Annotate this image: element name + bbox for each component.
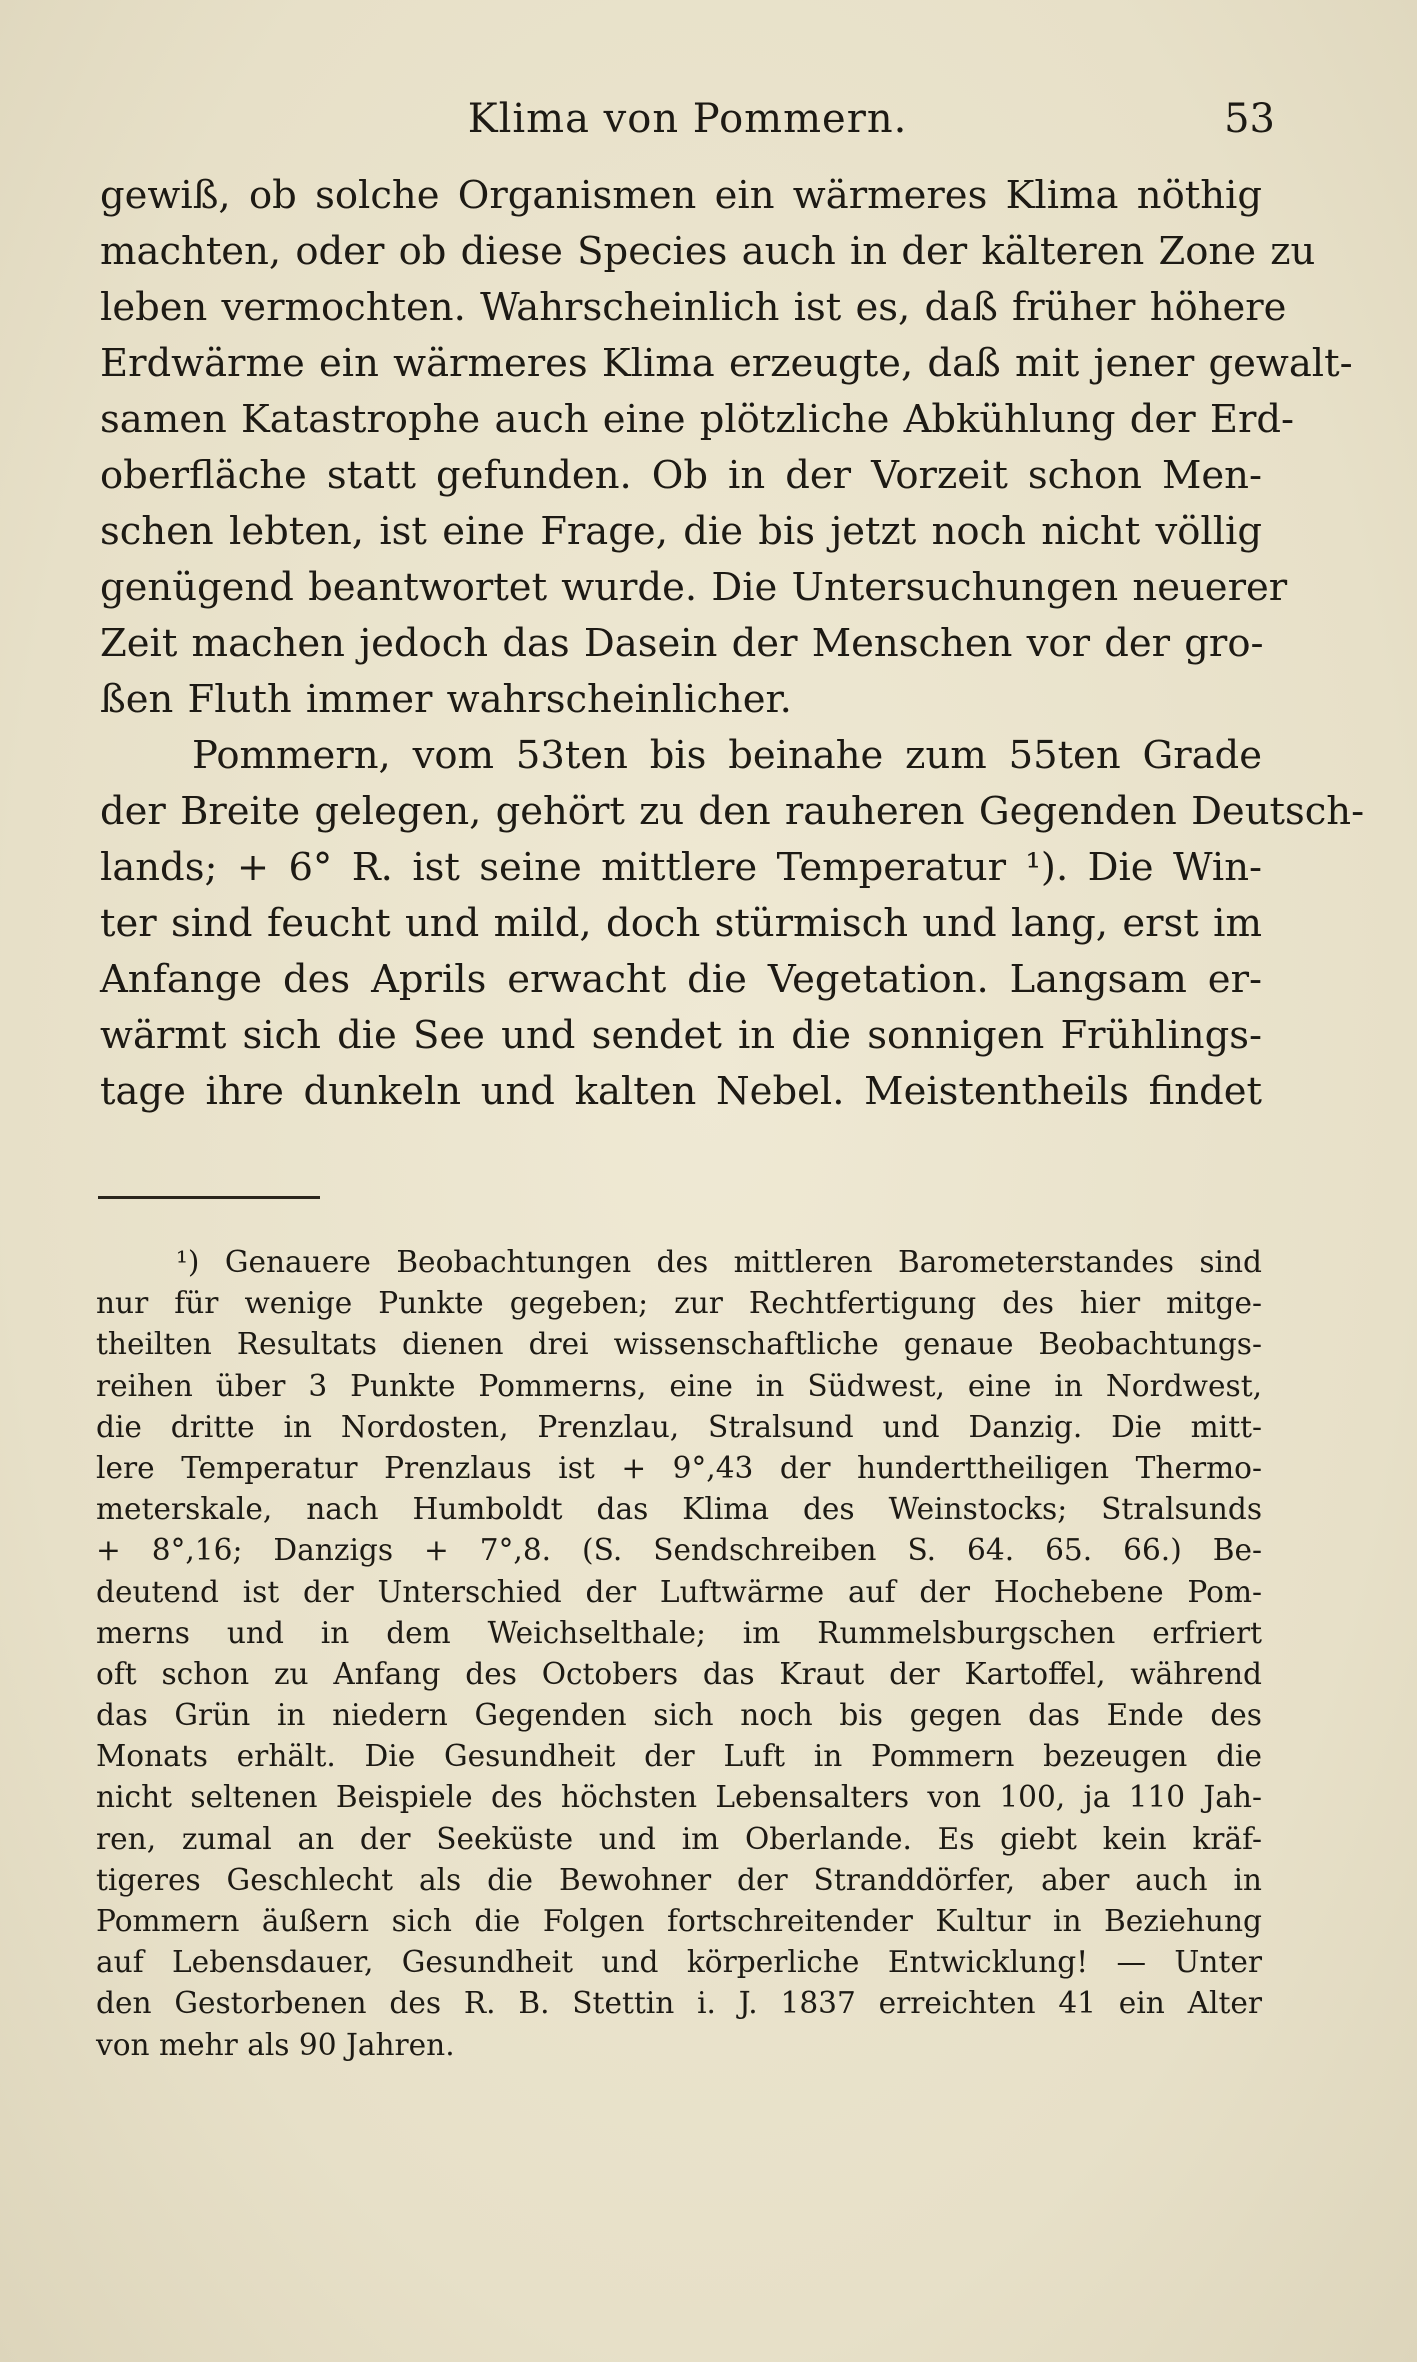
footnote-line: merns und in dem Weichselthale; im Rummelsburgschen erfriert [96, 1615, 1262, 1650]
footnote-line: ren, zumal an der Seeküste und im Oberlande. Es giebt kein kräf- [96, 1821, 1262, 1856]
main-text [100, 168, 1365, 1120]
footnote-line: + 8°,16; Danzigs + 7°,8. (S. Sendschreiben S. 64. 65. 66.) Be- [96, 1533, 1262, 1568]
text-line: schen lebten, ist eine Frage, die bis jetzt noch nicht völlig [100, 509, 1262, 554]
footnote-line: deutend ist der Unterschied der Luftwärme auf der Hochebene Pom- [96, 1574, 1262, 1609]
text-line: der Breite gelegen, gehört zu den rauheren Gegenden Deutsch- [100, 789, 1365, 834]
text-line: machten, oder ob diese Species auch in der kälteren Zone zu [100, 229, 1316, 274]
footnote-line: den Gestorbenen des R. B. Stettin i. J. 1837 erreichten 41 ein Alter [96, 1986, 1262, 2021]
text-line: Zeit machen jedoch das Dasein der Menschen vor der gro- [100, 621, 1264, 666]
footnote [96, 1242, 1262, 2066]
text-line: wärmt sich die See und sendet in die sonnigen Frühlings- [100, 1013, 1262, 1058]
footnote-line: tigeres Geschlecht als die Bewohner der Stranddörfer, aber auch in [96, 1862, 1262, 1897]
text-line: Pommern, vom 53ten bis beinahe zum 55ten Grade [192, 733, 1262, 778]
text-line: ter sind feucht und mild, doch stürmisch und lang, erst im [100, 901, 1262, 946]
text-line: tage ihre dunkeln und kalten Nebel. Meistentheils findet [100, 1069, 1262, 1114]
text-line: lands; + 6° R. ist seine mittlere Temperatur ¹). Die Win- [100, 845, 1262, 890]
text-line: leben vermochten. Wahrscheinlich ist es, daß früher höhere [100, 285, 1287, 330]
text-line: ßen Fluth immer wahrscheinlicher. [100, 677, 792, 722]
footnote-line: lere Temperatur Prenzlaus ist + 9°,43 der hunderttheiligen Thermo- [96, 1450, 1262, 1485]
text-line: Erdwärme ein wärmeres Klima erzeugte, daß mit jener gewalt- [100, 341, 1353, 386]
footnote-line: Monats erhält. Die Gesundheit der Luft in Pommern bezeugen die [96, 1739, 1262, 1774]
footnote-line: ¹) Genauere Beobachtungen des mittleren Barometerstandes sind [176, 1245, 1262, 1279]
footnote-line: nicht seltenen Beispiele des höchsten Lebensalters von 100, ja 110 Jah- [96, 1780, 1262, 1815]
footnote-line: reihen über 3 Punkte Pommerns, eine in Südwest, eine in Nordwest, [96, 1368, 1262, 1403]
text-line: Anfange des Aprils erwacht die Vegetation. Langsam er- [100, 957, 1262, 1002]
footnote-line: meterskale, nach Humboldt das Klima des Weinstocks; Stralsunds [96, 1492, 1262, 1527]
footnote-line: theilten Resultats dienen drei wissenschaftliche genaue Beobachtungs- [96, 1327, 1262, 1362]
footnote-line: die dritte in Nordosten, Prenzlau, Stralsund und Danzig. Die mitt- [96, 1409, 1262, 1444]
footnote-line: Pommern äußern sich die Folgen fortschreitender Kultur in Beziehung [96, 1904, 1262, 1938]
text-line: gewiß, ob solche Organismen ein wärmeres Klima nöthig [100, 173, 1262, 218]
footnote-line: oft schon zu Anfang des Octobers das Kraut der Kartoffel, während [96, 1656, 1262, 1691]
text-line: genügend beantwortet wurde. Die Untersuchungen neuerer [100, 565, 1288, 610]
footnote-divider [98, 1196, 320, 1199]
text-line: samen Katastrophe auch eine plötzliche Abkühlung der Erd- [100, 397, 1295, 442]
footnote-line: von mehr als 90 Jahren. [96, 2027, 455, 2062]
page-number: 53 [1224, 96, 1275, 142]
page-header [100, 96, 1275, 156]
running-title: Klima von Pommern. [467, 96, 908, 142]
footnote-line: nur für wenige Punkte gegeben; zur Rechtfertigung des hier mitge- [96, 1286, 1262, 1321]
text-line: oberfläche statt gefunden. Ob in der Vorzeit schon Men- [100, 453, 1262, 498]
footnote-line: das Grün in niedern Gegenden sich noch bis gegen das Ende des [96, 1698, 1262, 1733]
footnote-line: auf Lebensdauer, Gesundheit und körperliche Entwicklung! — Unter [96, 1945, 1262, 1980]
